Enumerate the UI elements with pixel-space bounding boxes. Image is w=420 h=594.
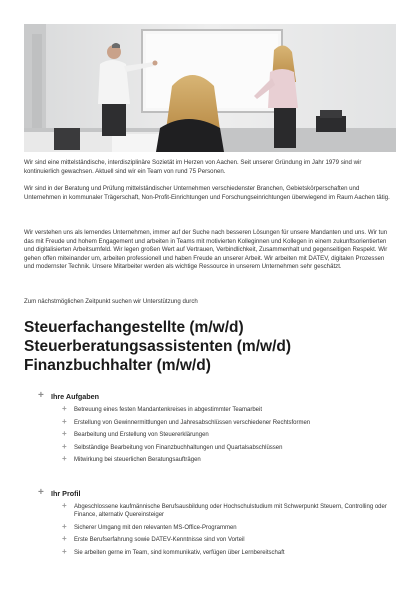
- tasks-heading: [38, 391, 398, 401]
- job-title-finanzbuchhalter: Finanzbuchhalter (m/w/d): [24, 357, 211, 374]
- job-title-steuerberatungsassistenten: Steuerberatungsassistenten (m/w/d): [24, 338, 292, 355]
- profile-section: [38, 488, 398, 562]
- plus-icon: +: [62, 501, 67, 510]
- profile-heading-label: Ihr Profil: [51, 488, 81, 498]
- plus-icon: +: [62, 521, 67, 531]
- list-item-text: Sicherer Umgang mit den relevanten MS-Office-Programmen: [74, 524, 237, 531]
- plus-icon: +: [62, 429, 67, 439]
- list-item-text: Erstellung von Gewinnermittlungen und Jahresabschlüssen verschiedener Rechtsformen: [74, 419, 311, 426]
- list-item-text: Betreuung eines festen Mandantenkreises in abgestimmter Teamarbeit: [74, 407, 262, 413]
- plus-icon: +: [62, 534, 67, 544]
- tasks-heading-label: Ihre Aufgaben: [51, 391, 100, 401]
- list-item-text: Sie arbeiten gerne im Team, sind kommunikativ, verfügen über Lernbereitschaft: [74, 549, 285, 556]
- services-paragraph: Wir sind in der Beratung und Prüfung mittelständischer Unternehmen verschiedenster Branchen, Gebietskörperschaften und Unternehmen in kommunaler Trägerschaft, Non-Profit-Einrichtungen und Forschungseinrichtungen überwiegend im Raum Aachen tätig.: [24, 185, 390, 201]
- plus-icon: +: [62, 454, 67, 464]
- plus-icon: +: [62, 404, 67, 413]
- plus-icon: +: [38, 487, 44, 498]
- intro-paragraph: Wir sind eine mittelständische, interdisziplinäre Sozietät im Herzen von Aachen. Seit unserer Gründung im Jahr 1979 sind wir kontinuierlich gewachsen. Aktuell sind wir ein Team von rund 75 Personen.: [24, 159, 362, 175]
- list-item: [62, 521, 398, 532]
- list-item-text: Bearbeitung und Erstellung von Steuererklärungen: [74, 432, 209, 439]
- list-item: [62, 431, 398, 439]
- job-title-steuerfachangestellte: Steuerfachangestellte (m/w/d): [24, 319, 244, 336]
- tasks-list: [62, 406, 398, 465]
- list-item: [62, 456, 398, 464]
- plus-icon: +: [38, 390, 44, 401]
- list-item-text: Erste Berufserfahrung sowie DATEV-Kenntnisse sind von Vorteil: [74, 537, 245, 544]
- list-item-text: Abgeschlossene kaufmännische Berufsausbildung oder Hochschulstudium mit Schwerpunkt Steuern, Controlling oder Finance, alternativ Quereinsteiger: [74, 504, 387, 519]
- tasks-section: [38, 391, 398, 469]
- profile-list: [62, 503, 398, 557]
- list-item: [62, 441, 398, 452]
- culture-paragraph: Wir verstehen uns als lernendes Unternehmen, immer auf der Suche nach besseren Lösungen für unsere Mandanten und uns. Wir tun das mit Freude und hohem Engagement und arbeiten in Teams mit motivierten Kolleginnen und Kollegen in einem zukunftsorientierten und digitalisierten Arbeitsumfeld. Wir legen großen Wert auf Vertrauen, Verbindlichkeit, Zusammenhalt und gegenseitigen Respekt. Wir gehen offen miteinander um, arbeiten professionell und haben Freude an unserer Arbeit. Wir arbeiten mit DATEV, digitalen Prozessen und modernster Technik. Unsere Mitarbeiter werden als wichtige Ressource in unserem Unternehmen sehr geschätzt.: [24, 229, 388, 271]
- list-item: [62, 503, 398, 519]
- list-item: [62, 536, 398, 544]
- plus-icon: +: [62, 416, 67, 426]
- list-item: [62, 406, 398, 414]
- list-item: [62, 416, 398, 427]
- header-photo: [24, 24, 396, 152]
- job-titles: [24, 318, 404, 375]
- list-item-text: Mitwirkung bei steuerlichen Beratungsaufträgen: [74, 457, 201, 464]
- list-item: [62, 546, 398, 557]
- office-meeting-image: [24, 24, 396, 152]
- plus-icon: +: [62, 546, 67, 556]
- search-intro-paragraph: Zum nächstmöglichen Zeitpunkt suchen wir Unterstützung durch: [24, 298, 198, 305]
- list-item-text: Selbständige Bearbeitung von Finanzbuchhaltungen und Quartalsabschlüssen: [74, 444, 283, 451]
- profile-heading: [38, 488, 398, 498]
- plus-icon: +: [62, 441, 67, 451]
